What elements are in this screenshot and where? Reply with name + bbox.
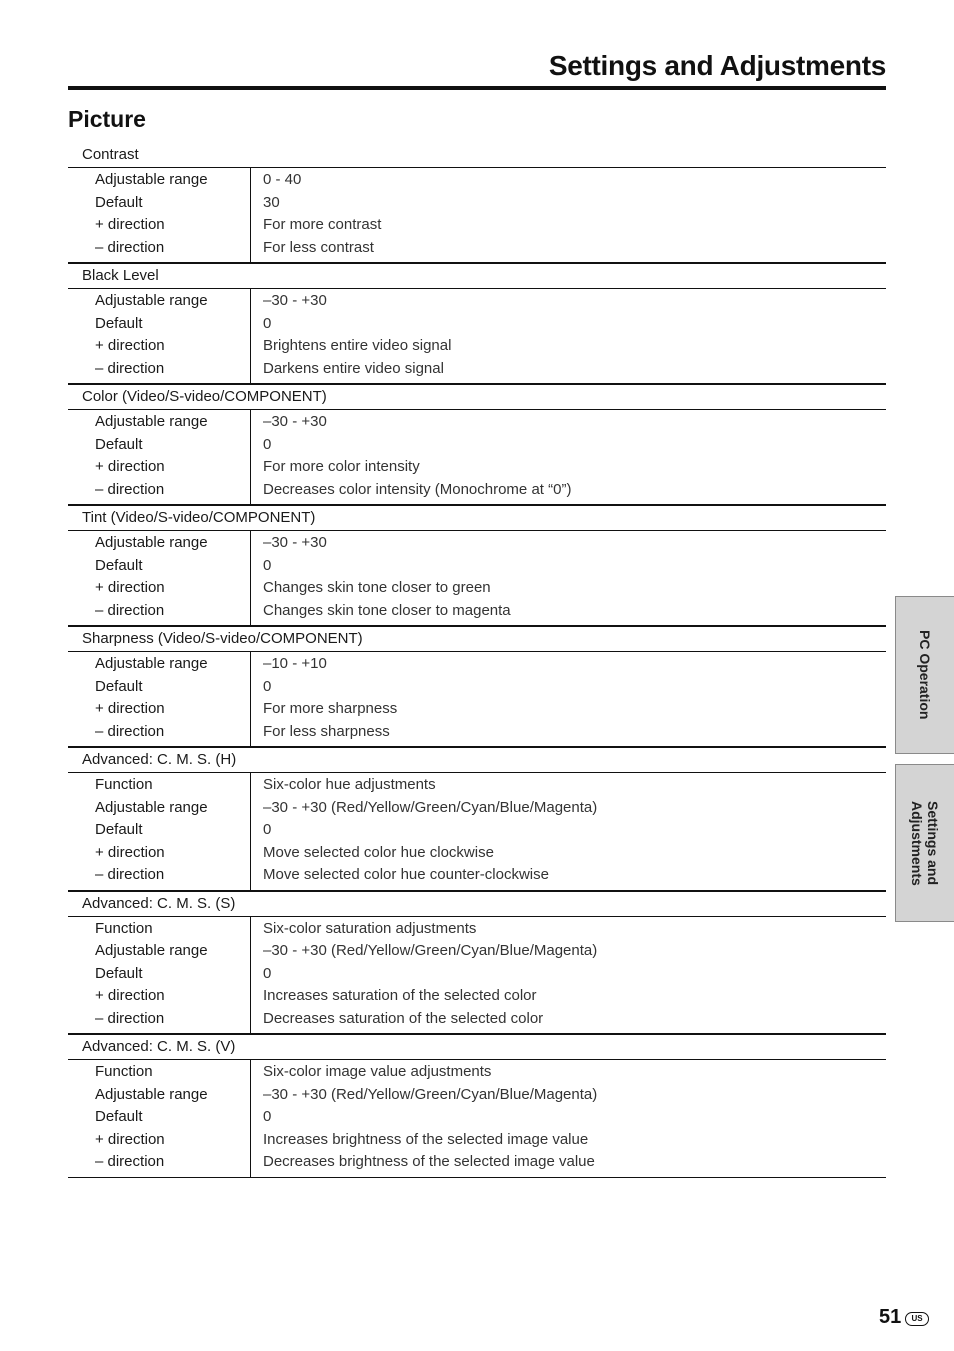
row-value: Move selected color hue counter-clockwise	[263, 866, 549, 883]
table-row	[68, 985, 886, 1008]
table-row	[68, 1061, 886, 1084]
settings-group	[68, 748, 886, 892]
row-value: For less sharpness	[263, 722, 390, 740]
settings-group-title: Advanced: C. M. S. (H)	[68, 748, 886, 773]
table-row	[68, 1151, 886, 1174]
settings-group-rows	[68, 1060, 886, 1178]
row-label: + direction	[95, 458, 165, 475]
table-row	[68, 577, 886, 600]
row-label: Adjustable range	[95, 413, 208, 430]
table-row	[68, 411, 886, 434]
row-value: Brightens entire video signal	[263, 337, 452, 354]
settings-group	[68, 385, 886, 506]
settings-group-rows	[68, 289, 886, 385]
row-label: – direction	[95, 601, 165, 619]
row-value: Increases brightness of the selected image value	[263, 1130, 589, 1148]
region-badge: US	[905, 1312, 929, 1326]
page-number: 51	[879, 1306, 902, 1328]
row-label: Adjustable range	[95, 171, 208, 188]
table-row	[68, 555, 886, 578]
settings-group-title: Advanced: C. M. S. (S)	[68, 892, 886, 917]
table-row	[68, 774, 886, 797]
row-label: + direction	[95, 987, 165, 1004]
table-row	[68, 864, 886, 887]
row-label: + direction	[95, 337, 165, 354]
row-label: Default	[95, 1108, 143, 1125]
row-value: –30 - +30	[263, 292, 327, 309]
settings-group-rows	[68, 531, 886, 627]
row-value: For less contrast	[263, 238, 374, 256]
table-row	[68, 1129, 886, 1152]
row-label: + direction	[95, 579, 165, 596]
row-label: – direction	[95, 866, 165, 883]
table-row	[68, 653, 886, 676]
row-value: Changes skin tone closer to magenta	[263, 601, 511, 619]
row-label: Default	[95, 556, 143, 574]
row-label: Function	[95, 1063, 153, 1080]
table-row	[68, 940, 886, 963]
row-value: 0	[263, 821, 272, 838]
column-divider	[250, 773, 251, 890]
settings-group-rows	[68, 652, 886, 748]
row-value: –10 - +10	[263, 655, 327, 672]
table-row	[68, 963, 886, 986]
row-value: For more color intensity	[263, 458, 420, 475]
row-value: –30 - +30	[263, 534, 327, 551]
row-label: + direction	[95, 700, 165, 717]
row-value: 0	[263, 1108, 272, 1125]
settings-group-rows	[68, 773, 886, 892]
row-value: 0	[263, 677, 272, 695]
table-row	[68, 600, 886, 623]
table-row	[68, 214, 886, 237]
table-row	[68, 1106, 886, 1129]
row-label: Adjustable range	[95, 292, 208, 309]
table-row	[68, 479, 886, 502]
column-divider	[250, 410, 251, 504]
row-label: Adjustable range	[95, 798, 208, 816]
row-label: – direction	[95, 238, 165, 256]
settings-group-title: Tint (Video/S-video/COMPONENT)	[68, 506, 886, 531]
settings-group	[68, 1035, 886, 1178]
row-label: – direction	[95, 1153, 165, 1170]
table-row	[68, 1084, 886, 1107]
row-value: –30 - +30	[263, 413, 327, 430]
row-value: Decreases color intensity (Monochrome at “0”)	[263, 480, 572, 498]
row-value: –30 - +30 (Red/Yellow/Green/Cyan/Blue/Magenta)	[263, 1085, 598, 1103]
table-row	[68, 358, 886, 381]
settings-group-rows	[68, 168, 886, 264]
row-value: For more contrast	[263, 216, 382, 233]
row-label: + direction	[95, 216, 165, 233]
row-value: 0	[263, 314, 272, 332]
row-value: Changes skin tone closer to green	[263, 579, 491, 596]
column-divider	[250, 1060, 251, 1177]
row-label: Default	[95, 964, 143, 982]
settings-group-rows	[68, 917, 886, 1036]
row-value: Decreases saturation of the selected color	[263, 1009, 544, 1027]
row-value: 30	[263, 193, 280, 211]
table-row	[68, 237, 886, 260]
row-label: Adjustable range	[95, 655, 208, 672]
row-label: Default	[95, 435, 143, 453]
row-label: Adjustable range	[95, 534, 208, 551]
settings-group-title: Color (Video/S-video/COMPONENT)	[68, 385, 886, 410]
column-divider	[250, 531, 251, 625]
table-row	[68, 819, 886, 842]
row-value: 0	[263, 556, 272, 574]
settings-group	[68, 143, 886, 264]
table-row	[68, 335, 886, 358]
table-row	[68, 676, 886, 699]
table-row	[68, 192, 886, 215]
row-value: For more sharpness	[263, 700, 398, 717]
settings-group	[68, 506, 886, 627]
row-label: – direction	[95, 359, 165, 377]
row-label: + direction	[95, 1130, 165, 1148]
row-label: – direction	[95, 1009, 165, 1027]
section-title: Picture	[68, 106, 146, 132]
table-row	[68, 532, 886, 555]
row-label: Adjustable range	[95, 1085, 208, 1103]
table-row	[68, 169, 886, 192]
row-value: 0	[263, 964, 272, 982]
column-divider	[250, 917, 251, 1034]
settings-group	[68, 627, 886, 748]
row-value: –30 - +30 (Red/Yellow/Green/Cyan/Blue/Magenta)	[263, 942, 598, 959]
table-row	[68, 1008, 886, 1031]
row-label: Adjustable range	[95, 942, 208, 959]
table-row	[68, 918, 886, 941]
settings-group-title: Contrast	[68, 143, 886, 168]
row-value: Darkens entire video signal	[263, 359, 444, 377]
row-value: Decreases brightness of the selected image value	[263, 1153, 595, 1170]
table-row	[68, 434, 886, 457]
row-label: + direction	[95, 843, 165, 861]
row-label: Default	[95, 193, 143, 211]
column-divider	[250, 168, 251, 262]
side-tab-settings-and-adjustments[interactable]	[895, 764, 954, 922]
row-value: –30 - +30 (Red/Yellow/Green/Cyan/Blue/Magenta)	[263, 798, 598, 816]
table-row	[68, 698, 886, 721]
row-label: – direction	[95, 722, 165, 740]
row-value: Six-color saturation adjustments	[263, 919, 477, 937]
column-divider	[250, 652, 251, 746]
page-header-title: Settings and Adjustments	[548, 50, 886, 81]
row-label: Default	[95, 821, 143, 838]
settings-group-title: Sharpness (Video/S-video/COMPONENT)	[68, 627, 886, 652]
settings-group	[68, 892, 886, 1036]
settings-table	[68, 143, 886, 1178]
table-row	[68, 797, 886, 820]
column-divider	[250, 289, 251, 383]
table-row	[68, 456, 886, 479]
row-value: Move selected color hue clockwise	[263, 843, 494, 861]
row-value: 0	[263, 435, 272, 453]
row-label: Function	[95, 776, 153, 793]
table-row	[68, 313, 886, 336]
row-value: Increases saturation of the selected color	[263, 987, 537, 1004]
settings-group	[68, 264, 886, 385]
settings-group-rows	[68, 410, 886, 506]
row-label: – direction	[95, 480, 165, 498]
row-value: Six-color image value adjustments	[263, 1063, 492, 1080]
row-label: Function	[95, 919, 153, 937]
table-row	[68, 290, 886, 313]
side-tab-pc-operation[interactable]	[895, 596, 954, 754]
settings-group-title: Black Level	[68, 264, 886, 289]
side-tab-label: PC Operation	[917, 630, 933, 720]
table-row	[68, 721, 886, 744]
settings-group-title: Advanced: C. M. S. (V)	[68, 1035, 886, 1060]
side-tab-label: Settings and Adjustments	[909, 800, 941, 886]
header-rule	[68, 86, 886, 90]
row-label: Default	[95, 314, 143, 332]
row-label: Default	[95, 677, 143, 695]
row-value: Six-color hue adjustments	[263, 776, 436, 793]
table-row	[68, 842, 886, 865]
row-value: 0 - 40	[263, 171, 302, 188]
